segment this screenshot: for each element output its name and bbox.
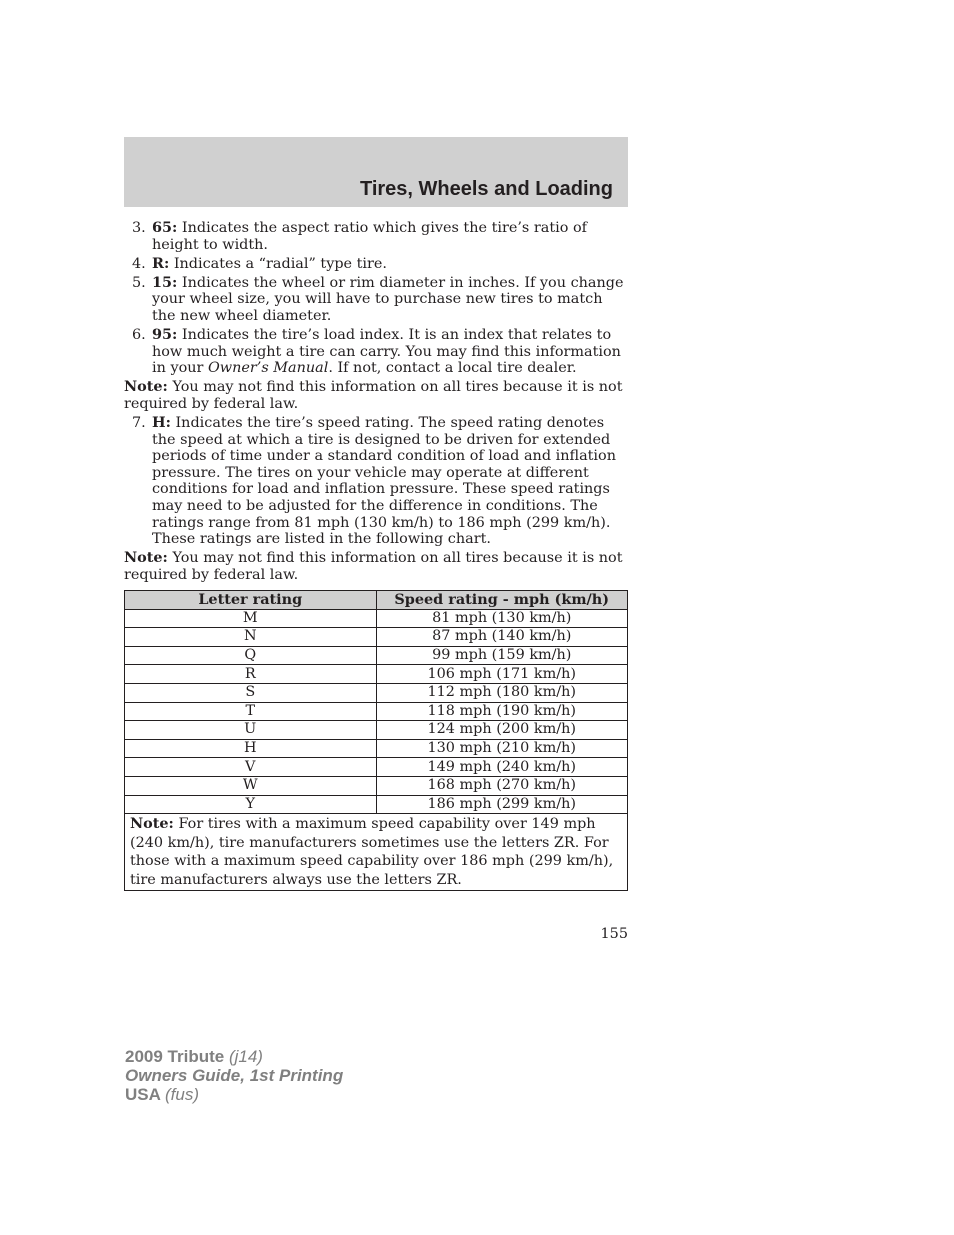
- table-row: [125, 665, 628, 684]
- speed-rating-table: [124, 590, 628, 891]
- note-1: [124, 379, 630, 412]
- footer-line-3: [125, 1085, 343, 1104]
- table-row: [125, 609, 628, 628]
- manual-reference: Owner’s Manual: [207, 360, 329, 377]
- speed-rating-cell: 81 mph (130 km/h): [376, 609, 628, 628]
- table-row: [125, 646, 628, 665]
- page-number: 155: [600, 926, 628, 942]
- footer-market: USA: [125, 1085, 161, 1104]
- letter-rating-cell: T: [125, 702, 377, 721]
- letter-rating-cell: W: [125, 776, 377, 795]
- speed-rating-cell: 99 mph (159 km/h): [376, 646, 628, 665]
- section-title: Tires, Wheels and Loading: [359, 178, 613, 200]
- body-content: [124, 220, 630, 586]
- document-footer: [125, 1047, 343, 1104]
- column-header-speed: Speed rating - mph (km/h): [376, 591, 628, 610]
- numbered-list: [124, 220, 630, 325]
- speed-rating-cell: 130 mph (210 km/h): [376, 739, 628, 758]
- item-code: R:: [152, 254, 170, 272]
- note-text: You may not find this information on all tires because it is not required by federal law.: [124, 379, 623, 412]
- item-text: Indicates a “radial” type tire.: [173, 255, 387, 272]
- footer-model-code: (j14): [228, 1047, 263, 1066]
- table-row: [125, 795, 628, 814]
- item-text: Indicates the aspect ratio which gives the tire’s ratio of height to width.: [152, 220, 587, 253]
- item-text: Indicates the tire’s speed rating. The speed rating denotes the speed at which a tire is designed to be driven for extended periods of time under a standard condition of load and inflation pressure. The tires on your vehicle may operate at different conditions for load and inflation pressure. These speed ratings may need to be adjusted for the difference in conditions. The ratings range from 81 mph (130 km/h) to 186 mph (299 km/h). These ratings are listed in the following chart.: [152, 415, 616, 548]
- note-2: [124, 550, 630, 583]
- letter-rating-cell: U: [125, 721, 377, 740]
- table-body: [125, 609, 628, 814]
- list-item-7: [124, 415, 630, 548]
- item-text: Indicates the wheel or rim diameter in inches. If you change your wheel size, you will have to purchase new tires to match the new wheel diameter.: [152, 274, 624, 324]
- table-row: [125, 721, 628, 740]
- table-note: [125, 814, 628, 891]
- speed-rating-cell: 124 mph (200 km/h): [376, 721, 628, 740]
- table-note-row: [125, 814, 628, 891]
- letter-rating-cell: M: [125, 609, 377, 628]
- letter-rating-cell: R: [125, 665, 377, 684]
- item-text-tail: . If not, contact a local tire dealer.: [328, 360, 577, 377]
- note-label: Note:: [124, 549, 168, 567]
- table-header-row: [125, 591, 628, 610]
- item-code: 65:: [152, 219, 178, 236]
- table-row: [125, 683, 628, 702]
- list-item: [124, 275, 630, 325]
- table-row: [125, 628, 628, 647]
- speed-rating-cell: 112 mph (180 km/h): [376, 683, 628, 702]
- speed-rating-cell: 106 mph (171 km/h): [376, 665, 628, 684]
- list-number: 5.: [132, 274, 146, 291]
- table-row: [125, 739, 628, 758]
- list-number: 7.: [132, 415, 146, 432]
- table-row: [125, 702, 628, 721]
- item-code: H:: [152, 414, 171, 432]
- footer-line-2: Owners Guide, 1st Printing: [125, 1066, 344, 1085]
- letter-rating-cell: H: [125, 739, 377, 758]
- item-code: 15:: [152, 273, 178, 291]
- note-text: For tires with a maximum speed capability over 149 mph (240 km/h), tire manufacturers sometimes use the letters ZR. For those with a maximum speed capability over 186 mph (299 km/h), tire manufacturers always use the letters ZR.: [130, 816, 614, 888]
- list-item: [124, 220, 630, 253]
- letter-rating-cell: V: [125, 758, 377, 777]
- list-number: 6.: [132, 327, 146, 344]
- footer-market-code: (fus): [165, 1085, 199, 1104]
- letter-rating-cell: Y: [125, 795, 377, 814]
- letter-rating-cell: S: [125, 683, 377, 702]
- table-row: [125, 776, 628, 795]
- list-item-6: [124, 327, 630, 377]
- footer-line-1: [125, 1047, 343, 1066]
- speed-rating-cell: 149 mph (240 km/h): [376, 758, 628, 777]
- column-header-letter: Letter rating: [125, 591, 377, 610]
- speed-rating-cell: 118 mph (190 km/h): [376, 702, 628, 721]
- speed-rating-cell: 87 mph (140 km/h): [376, 628, 628, 647]
- speed-rating-cell: 186 mph (299 km/h): [376, 795, 628, 814]
- note-label: Note:: [130, 815, 174, 833]
- note-text: You may not find this information on all tires because it is not required by federal law.: [124, 550, 623, 583]
- speed-rating-cell: 168 mph (270 km/h): [376, 776, 628, 795]
- section-header-band: [124, 137, 628, 207]
- item-code: 95:: [152, 326, 178, 344]
- list-number: 4.: [132, 255, 146, 272]
- item-text: Indicates the tire’s load index. It is an index that relates to how much weight a tire can carry. You may find this information in your: [152, 327, 621, 377]
- letter-rating-cell: Q: [125, 646, 377, 665]
- footer-model: 2009 Tribute: [125, 1047, 225, 1066]
- list-number: 3.: [132, 220, 146, 236]
- list-item: [124, 256, 630, 273]
- table-row: [125, 758, 628, 777]
- note-label: Note:: [124, 378, 168, 396]
- letter-rating-cell: N: [125, 628, 377, 647]
